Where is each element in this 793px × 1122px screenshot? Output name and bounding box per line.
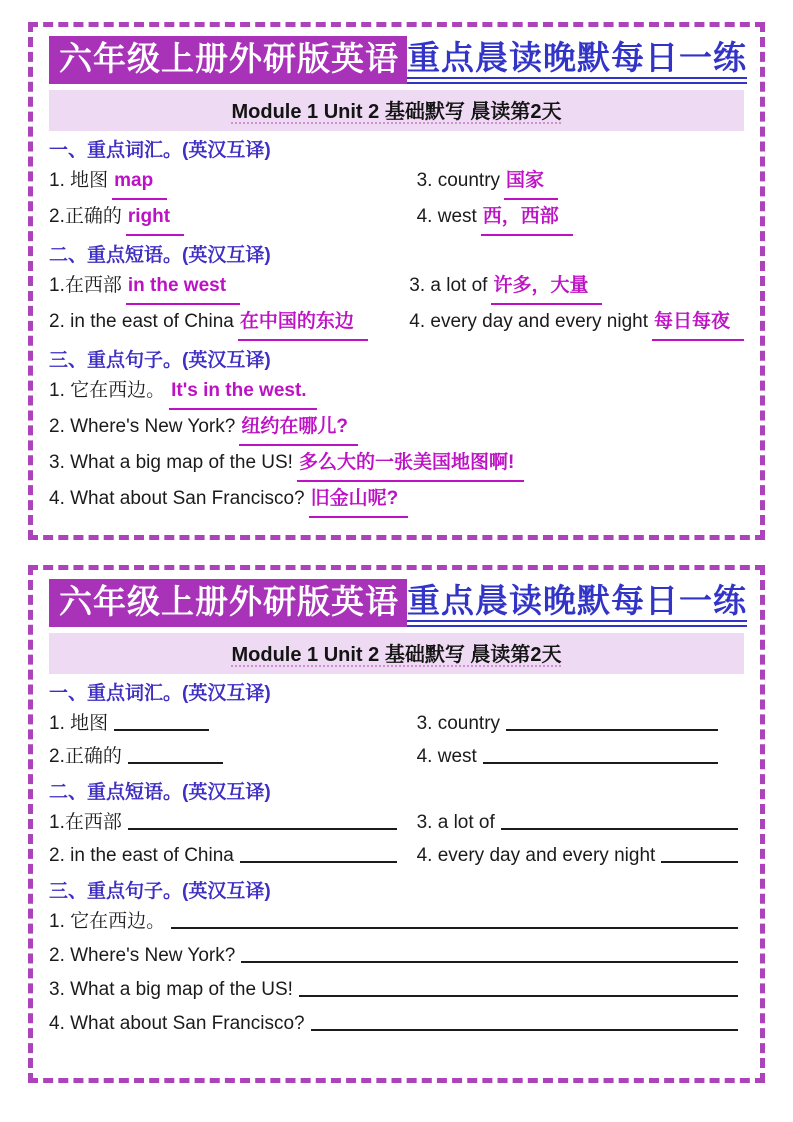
question-text: 3. a lot of — [409, 275, 488, 297]
question-text: 1. 它在西边。 — [49, 380, 166, 402]
item-row — [49, 200, 403, 236]
question-text: 2.正确的 — [49, 206, 122, 228]
title-right: 重点晨读晚默每日一练 — [407, 583, 747, 627]
worksheet-copy-answered — [28, 22, 765, 540]
question-text: 1.在西部 — [49, 275, 122, 297]
question-text: 1. 地图 — [49, 713, 109, 735]
item-row — [417, 839, 744, 872]
question-text: 2. in the east of China — [49, 311, 234, 333]
two-column-grid — [49, 806, 744, 872]
question-text: 4. every day and every night — [409, 311, 648, 333]
blank-line — [114, 714, 209, 731]
blank-line — [128, 813, 397, 830]
group-words — [49, 683, 744, 773]
two-column-grid — [49, 707, 744, 773]
group-phrases — [49, 782, 744, 872]
group-heading: 三、重点句子。(英汉互译) — [49, 350, 271, 372]
item-row — [49, 973, 744, 1007]
item-row — [417, 200, 744, 236]
question-text: 4. west — [416, 206, 477, 228]
subtitle-text: Module 1 Unit 2 基础默写 晨读第2天 — [231, 644, 562, 667]
question-text: 3. What a big map of the US! — [49, 452, 293, 474]
blank-line — [661, 846, 738, 863]
item-row — [409, 305, 744, 341]
answer-text: map — [112, 164, 167, 200]
question-text: 4. What about San Francisco? — [49, 488, 305, 510]
subtitle-text: Module 1 Unit 2 基础默写 晨读第2天 — [231, 101, 562, 124]
blank-line — [171, 912, 738, 929]
question-text: 2. in the east of China — [49, 845, 234, 867]
two-column-grid — [49, 269, 744, 341]
question-text: 3. a lot of — [416, 812, 495, 834]
answer-text: It's in the west. — [169, 374, 316, 410]
question-text: 4. What about San Francisco? — [49, 1013, 305, 1035]
item-row — [49, 446, 744, 482]
answer-text: right — [126, 200, 184, 236]
blank-line — [483, 747, 718, 764]
answer-text: 每日每夜 — [652, 305, 744, 341]
item-row — [49, 707, 403, 740]
question-text: 4. every day and every night — [416, 845, 656, 867]
item-row — [417, 164, 744, 200]
item-row — [49, 806, 403, 839]
group-sentences — [49, 881, 744, 1041]
question-text: 2. Where's New York? — [49, 416, 236, 438]
title-left: 六年级上册外研版英语 — [49, 36, 407, 84]
question-text: 2.正确的 — [49, 746, 122, 768]
blank-line — [241, 946, 738, 963]
item-row — [49, 1007, 744, 1041]
title-left: 六年级上册外研版英语 — [49, 579, 407, 627]
group-heading: 一、重点词汇。(英汉互译) — [49, 140, 271, 162]
subtitle-bar — [49, 633, 744, 674]
item-row — [49, 740, 403, 773]
group-heading: 三、重点句子。(英汉互译) — [49, 881, 271, 903]
item-row — [417, 740, 744, 773]
question-text: 4. west — [416, 746, 477, 768]
subtitle-bar — [49, 90, 744, 131]
item-row — [49, 374, 744, 410]
blank-line — [501, 813, 738, 830]
blank-line — [240, 846, 397, 863]
blank-line — [299, 980, 738, 997]
question-text: 1. 它在西边。 — [49, 911, 166, 933]
two-column-grid — [49, 164, 744, 236]
group-heading: 二、重点短语。(英汉互译) — [49, 782, 271, 804]
question-text: 3. What a big map of the US! — [49, 979, 293, 1001]
item-row — [49, 305, 395, 341]
question-text: 1.在西部 — [49, 812, 122, 834]
group-heading: 二、重点短语。(英汉互译) — [49, 245, 271, 267]
worksheet-copy-blank — [28, 565, 765, 1083]
answer-text: 国家 — [504, 164, 558, 200]
item-row — [49, 410, 744, 446]
question-text: 1. 地图 — [49, 170, 109, 192]
answer-text: 多么大的一张美国地图啊! — [297, 446, 524, 482]
item-row — [49, 839, 403, 872]
item-row — [417, 707, 744, 740]
blank-line — [506, 714, 718, 731]
item-row — [49, 905, 744, 939]
group-sentences — [49, 350, 744, 518]
item-row — [49, 482, 744, 518]
answer-text: 在中国的东边 — [238, 305, 368, 341]
group-phrases — [49, 245, 744, 341]
item-row — [49, 939, 744, 973]
answer-text: in the west — [126, 269, 240, 305]
item-row — [409, 269, 744, 305]
answer-text: 西，西部 — [481, 200, 573, 236]
title-banner — [49, 579, 747, 627]
title-right: 重点晨读晚默每日一练 — [407, 40, 747, 84]
item-row — [49, 164, 403, 200]
title-banner — [49, 36, 747, 84]
answer-text: 旧金山呢? — [309, 482, 409, 518]
question-text: 3. country — [416, 170, 501, 192]
answer-text: 许多，大量 — [491, 269, 602, 305]
question-text: 2. Where's New York? — [49, 945, 236, 967]
group-heading: 一、重点词汇。(英汉互译) — [49, 683, 271, 705]
blank-line — [311, 1014, 738, 1031]
group-words — [49, 140, 744, 236]
answer-text: 纽约在哪儿? — [239, 410, 358, 446]
item-row — [49, 269, 395, 305]
item-row — [417, 806, 744, 839]
question-text: 3. country — [416, 713, 501, 735]
blank-line — [128, 747, 223, 764]
